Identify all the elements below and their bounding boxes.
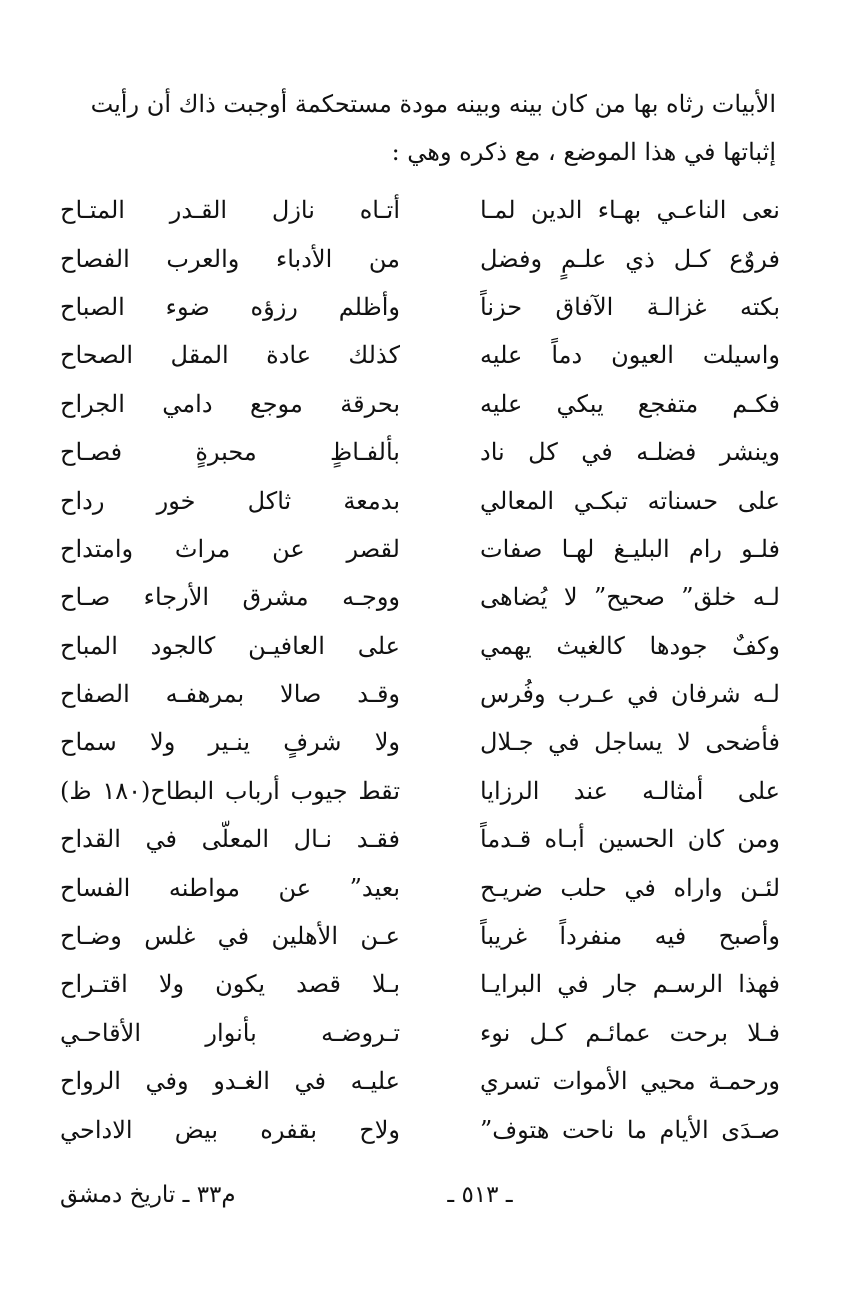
- first-hemistich: واسيلت العيون دماً عليه: [480, 341, 780, 370]
- verse: [60, 767, 780, 815]
- verse: [60, 428, 780, 476]
- verse: [60, 380, 780, 428]
- verse: [60, 573, 780, 621]
- second-hemistich: بـلا قصد يكون ولا اقتـراح: [60, 970, 400, 999]
- first-hemistich: فكـم متفجع يبكي عليه: [480, 389, 780, 418]
- second-hemistich: بدمعة ثاكل خور رداح: [60, 486, 400, 515]
- verse: [60, 1057, 780, 1105]
- verse: [60, 815, 780, 863]
- poem: [60, 186, 780, 1154]
- second-hemistich: لقصر عن مراث وامتداح: [60, 534, 400, 563]
- second-hemistich: وأظلم رزؤه ضوء الصباح: [60, 292, 400, 321]
- first-hemistich: فلـو رام البليـغ لهـا صفات: [480, 534, 780, 563]
- verse: [60, 863, 780, 911]
- first-hemistich: على أمثالـه عند الرزايا: [480, 776, 780, 805]
- verse: [60, 718, 780, 766]
- verse: [60, 283, 780, 331]
- first-hemistich: لـه خلق” صحيح” لا يُضاهى: [480, 583, 780, 612]
- first-hemistich: وأصبح فيه منفرداً غريباً: [480, 922, 780, 951]
- page-number: ـ ٥١٣ ـ: [447, 1182, 513, 1208]
- second-hemistich: ووجـه مشرق الأرجاء صـاح: [60, 583, 400, 612]
- first-hemistich: صـدَى الأيام ما ناحت هتوف”: [480, 1115, 780, 1144]
- second-hemistich: ولاح بقفره بيض الاداحي: [60, 1115, 400, 1144]
- first-hemistich: فهذا الرسـم جار في البرايـا: [480, 970, 780, 999]
- second-hemistich: فقـد نـال المعلّى في القداح: [60, 825, 400, 854]
- second-hemistich: تقط جيوب أرباب البطاح(١٨٠ ظ): [60, 776, 400, 805]
- page-footer: [60, 1170, 780, 1220]
- intro-line: إثباتها في هذا الموضع ، مع ذكره وهي :: [391, 138, 776, 166]
- intro-line: الأبيات رثاه بها من كان بينه وبينه مودة مستحكمة أوجبت ذاك أن رأيت: [90, 90, 776, 118]
- verse: [60, 670, 780, 718]
- second-hemistich: على العافيـن كالجود المباح: [60, 631, 400, 660]
- intro-paragraph: [70, 80, 776, 176]
- first-hemistich: فأضحى لا يساجل في جـلال: [480, 728, 780, 757]
- verse: [60, 1009, 780, 1057]
- volume-signature: م٣٣ ـ تاريخ دمشق: [60, 1182, 236, 1208]
- first-hemistich: نعى الناعـي بهـاء الدين لمـا: [480, 196, 780, 225]
- verse: [60, 1105, 780, 1153]
- verse: [60, 331, 780, 379]
- first-hemistich: ومن كان الحسين أبـاه قـدماً: [480, 825, 780, 854]
- first-hemistich: لئـن واراه في حلب ضريـح: [480, 873, 780, 902]
- first-hemistich: ورحمـة محيي الأموات تسري: [480, 1067, 780, 1096]
- second-hemistich: بحرقة موجع دامي الجراح: [60, 389, 400, 418]
- verse: [60, 186, 780, 234]
- verse: [60, 476, 780, 524]
- verse: [60, 622, 780, 670]
- verse: [60, 960, 780, 1008]
- verse: [60, 525, 780, 573]
- second-hemistich: أتـاه نازل القـدر المتـاح: [60, 196, 400, 225]
- first-hemistich: فروٌع كـل ذي علـمٍ وفضل: [480, 244, 780, 273]
- first-hemistich: بكته غزالـة الآفاق حزناً: [480, 292, 780, 321]
- verse: [60, 234, 780, 282]
- second-hemistich: وقـد صالا بمرهفـه الصفاح: [60, 680, 400, 709]
- second-hemistich: ولا شرفٍ ينـير ولا سماح: [60, 728, 400, 757]
- second-hemistich: تـروضـه بأنوار الأقاحـي: [60, 1018, 400, 1047]
- verse: [60, 912, 780, 960]
- second-hemistich: كذلك عادة المقل الصحاح: [60, 341, 400, 370]
- second-hemistich: عليـه في الغـدو وفي الرواح: [60, 1067, 400, 1096]
- first-hemistich: وكفٌ جودها كالغيث يهمي: [480, 631, 780, 660]
- second-hemistich: من الأدباء والعرب الفصاح: [60, 244, 400, 273]
- second-hemistich: بألفـاظٍ محبرةٍ فصـاح: [60, 438, 400, 467]
- first-hemistich: على حسناته تبكـي المعالي: [480, 486, 780, 515]
- first-hemistich: فـلا برحت عمائـم كـل نوء: [480, 1018, 780, 1047]
- first-hemistich: لـه شرفان في عـرب وفُرس: [480, 680, 780, 709]
- second-hemistich: بعيد” عن مواطنه الفساح: [60, 873, 400, 902]
- second-hemistich: عـن الأهلين في غلس وضـاح: [60, 922, 400, 951]
- first-hemistich: وينشر فضلـه في كل ناد: [480, 438, 780, 467]
